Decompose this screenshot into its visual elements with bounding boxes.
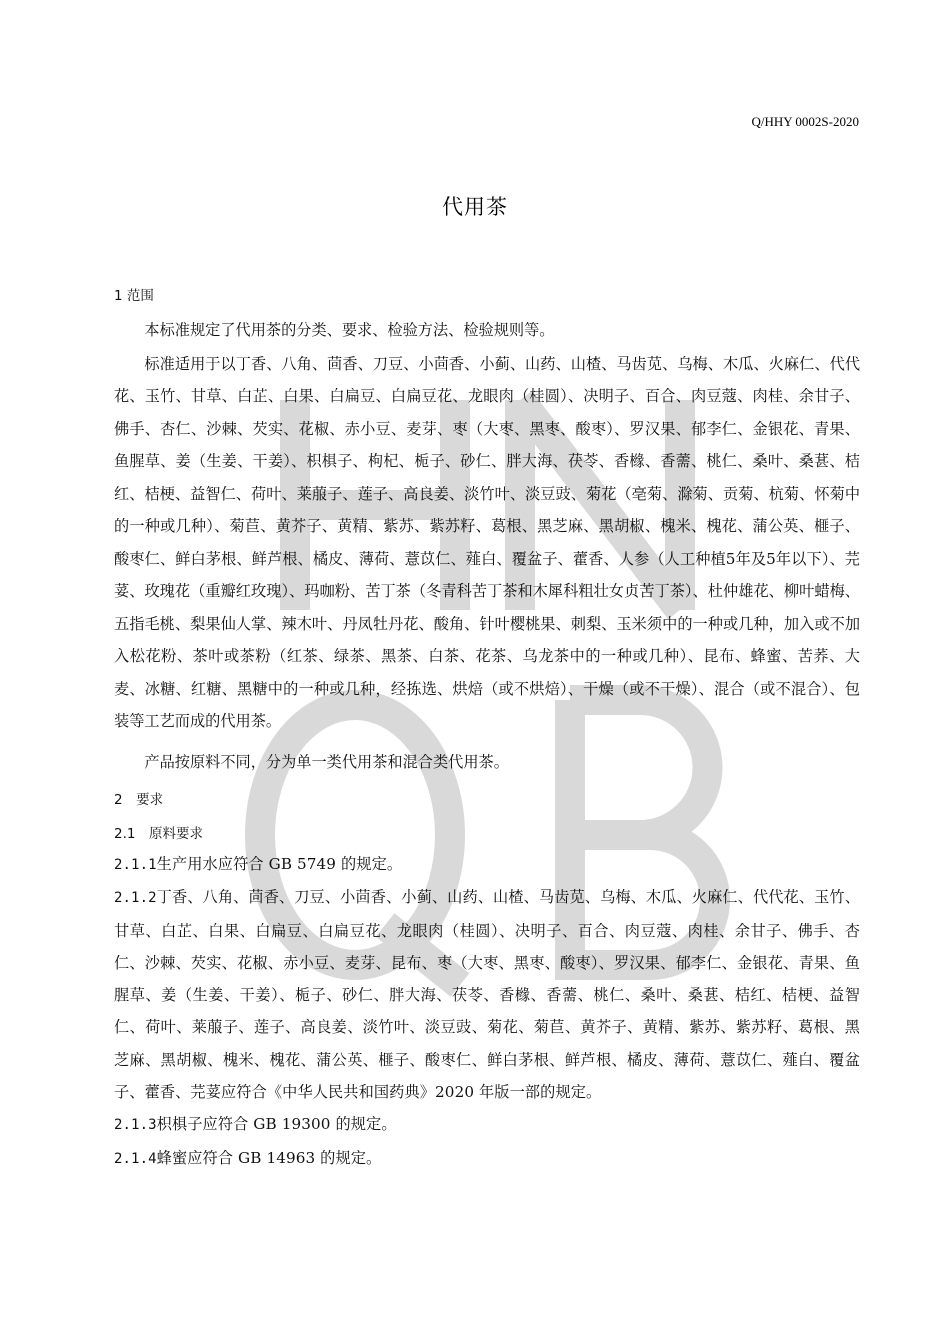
clause-text: 蜂蜜应符合 GB 14963 的规定。	[156, 1148, 382, 1167]
clause-number: 2.1.1	[114, 857, 157, 873]
clause-2-1-2	[114, 881, 860, 1108]
clause-number: 2.1.2	[114, 890, 157, 907]
clause-2-1-1	[114, 848, 860, 881]
clause-number: 2.1.4	[114, 1150, 157, 1167]
standard-code: Q/HHY 0002S-2020	[751, 114, 859, 129]
section-raw-materials-heading: 2.1 原料要求	[114, 826, 203, 842]
clause-2-1-3	[114, 1108, 860, 1141]
document-title: 代用茶	[442, 195, 508, 219]
clause-text: 丁香、八角、茴香、刀豆、小茴香、小蓟、山药、山楂、马齿苋、乌梅、木瓜、火麻仁、代代花、玉竹、甘草、白芷、白果、白扁豆、白扁豆花、龙眼肉（桂圆）、决明子、百合、肉豆蔻、肉桂、余甘子、佛手、杏仁、沙棘、芡实、花椒、赤小豆、麦芽、昆布、枣（大枣、黑枣、酸枣）、罗汉果、郁李仁、金银花、青果、鱼腥草、姜（生姜、干姜）、栀子、砂仁、胖大海、茯苓、香橼、香薷、桃仁、桑叶、桑葚、桔红、桔梗、益智仁、荷叶、莱菔子、莲子、高良姜、淡竹叶、淡豆豉、菊花、菊苣、黄芥子、黄精、紫苏、紫苏籽、葛根、黑芝麻、黑胡椒、槐米、槐花、蒲公英、榧子、酸枣仁、鲜白茅根、鲜芦根、橘皮、薄荷、薏苡仁、薤白、覆盆子、藿香、芫荽应符合《中华人民共和国药典》2020 年版一部的规定。	[114, 888, 860, 1102]
clause-number: 2.1.3	[114, 1117, 157, 1134]
section-requirements-heading: 2 要求	[114, 792, 164, 808]
scope-paragraph-3: 产品按原料不同，分为单一类代用茶和混合类代用茶。	[144, 752, 509, 771]
section-scope-heading: 1 范围	[114, 288, 154, 304]
document-body	[114, 282, 860, 1175]
clause-text: 生产用水应符合 GB 5749 的规定。	[156, 855, 403, 873]
clause-text: 枳椇子应符合 GB 19300 的规定。	[156, 1115, 397, 1134]
scope-paragraph-1: 本标准规定了代用茶的分类、要求、检验方法、检验规则等。	[144, 321, 555, 339]
scope-paragraph-2: 标准适用于以丁香、八角、茴香、刀豆、小茴香、小蓟、山药、山楂、马齿苋、乌梅、木瓜、火麻仁、代代花、玉竹、甘草、白芷、白果、白扁豆、白扁豆花、龙眼肉（桂圆）、决明子、百合、肉豆蔻、肉桂、余甘子、佛手、杏仁、沙棘、芡实、花椒、赤小豆、麦芽、枣（大枣、黑枣、酸枣）、罗汉果、郁李仁、金银花、青果、鱼腥草、姜（生姜、干姜）、枳椇子、枸杞、栀子、砂仁、胖大海、茯苓、香橼、香薷、桃仁、桑叶、桑葚、桔红、桔梗、益智仁、荷叶、莱菔子、莲子、高良姜、淡竹叶、淡豆豉、菊花（亳菊、滁菊、贡菊、杭菊、怀菊中的一种或几种）、菊苣、黄芥子、黄精、紫苏、紫苏籽、葛根、黑芝麻、黑胡椒、槐米、槐花、蒲公英、榧子、酸枣仁、鲜白茅根、鲜芦根、橘皮、薄荷、薏苡仁、薤白、覆盆子、藿香、人参（人工种植5年及5年以下）、芫荽、玫瑰花（重瓣红玫瑰）、玛咖粉、苦丁茶（冬青科苦丁茶和木犀科粗壮女贞苦丁茶）、杜仲雄花、柳叶蜡梅、五指毛桃、梨果仙人掌、辣木叶、丹凤牡丹花、酸角、针叶樱桃果、刺梨、玉米须中的一种或几种，加入或不加入松花粉、茶叶或茶粉（红茶、绿茶、黑茶、白茶、花茶、乌龙茶中的一种或几种）、昆布、蜂蜜、苦荞、大麦、冰糖、红糖、黑糖中的一种或几种，经拣选、烘焙（或不烘焙）、干燥（或不干燥）、混合（或不混合）、包装等工艺而成的代用茶。	[114, 354, 860, 730]
clause-2-1-4	[114, 1142, 860, 1175]
